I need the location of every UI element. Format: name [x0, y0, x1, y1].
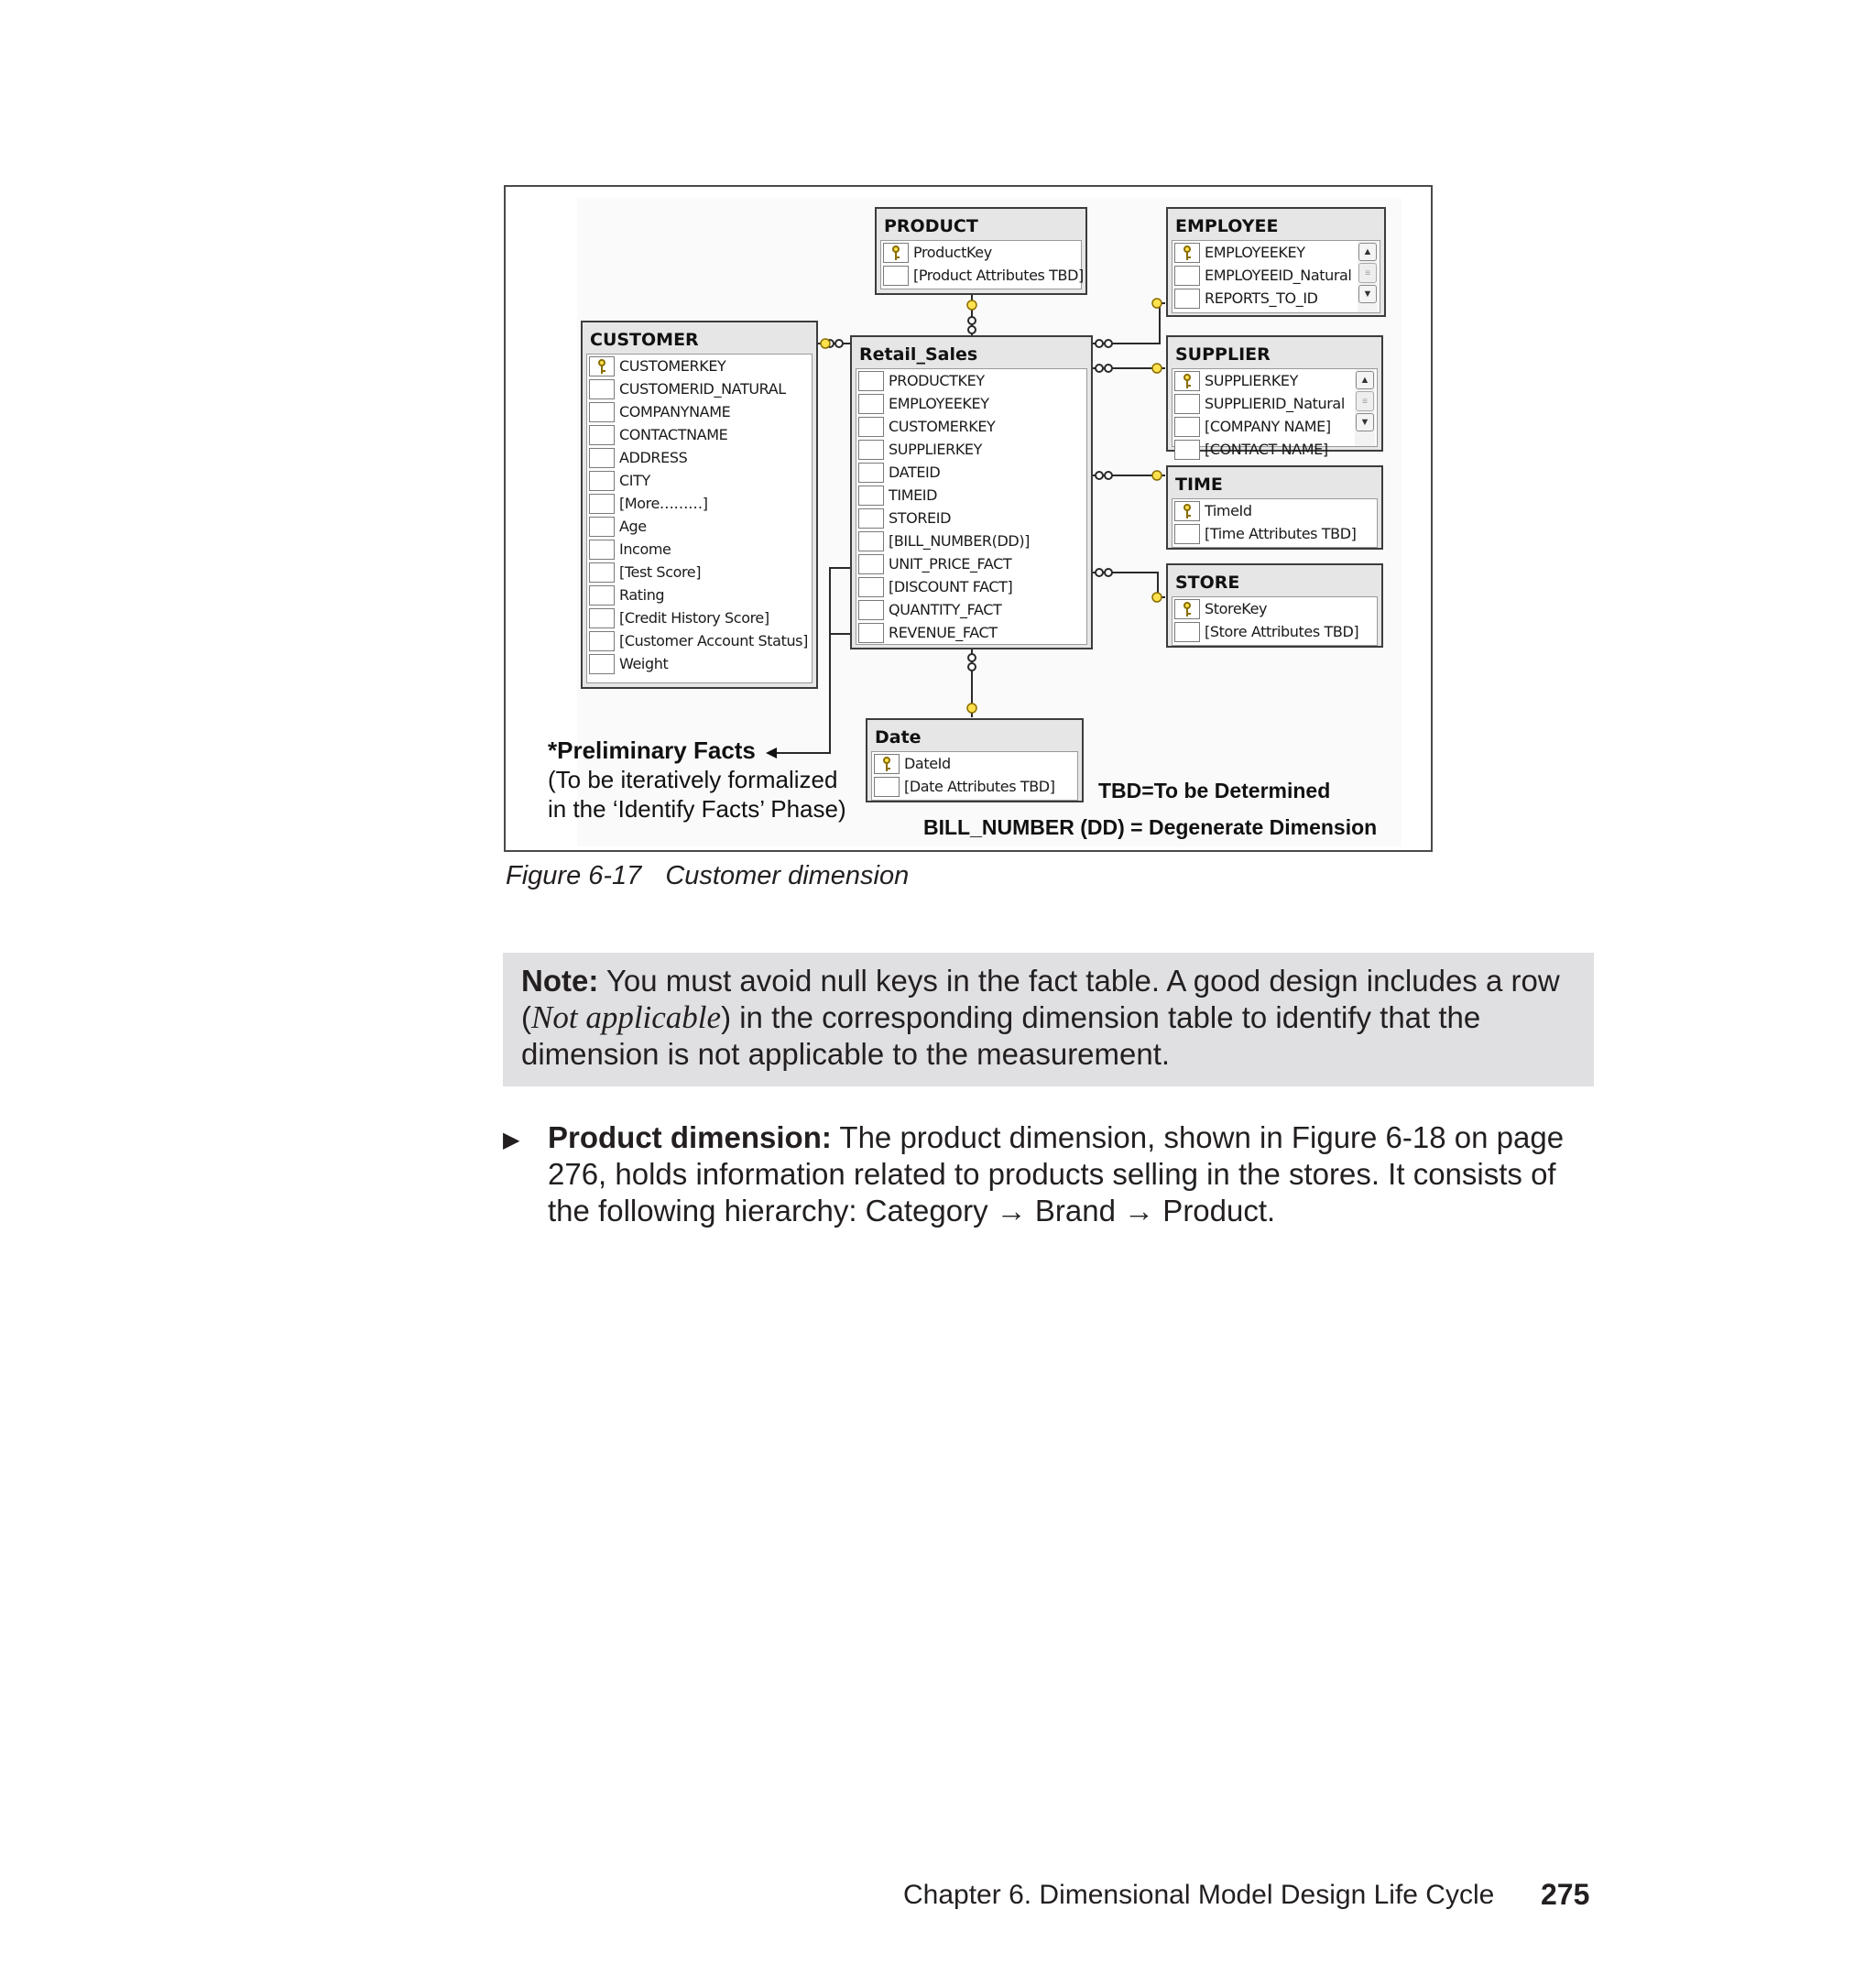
table-retail-sales	[850, 335, 1093, 649]
note-box	[503, 953, 1594, 1086]
table-title: TIME	[1175, 475, 1223, 495]
table-store	[1166, 563, 1383, 648]
table-customer	[581, 321, 818, 689]
table-row: EMPLOYEEKEY	[856, 392, 1086, 415]
table-row: SUPPLIERID_Natural	[1172, 392, 1377, 415]
table-time	[1166, 465, 1383, 550]
table-row: DateId	[872, 752, 1077, 775]
table-row: PRODUCTKEY	[856, 369, 1086, 392]
table-date	[866, 718, 1084, 802]
scroll-thumb[interactable]: ≡	[1358, 263, 1377, 283]
table-row: TIMEID	[856, 484, 1086, 507]
table-row: QUANTITY_FACT	[856, 598, 1086, 621]
key-icon	[597, 359, 606, 374]
table-row: Rating	[587, 584, 812, 606]
table-row: [More………]	[587, 492, 812, 515]
note-text: Note: You must avoid null keys in the fact table. A good design includes a row (Not applicable) in the corresponding dimension table to identify that the dimension is not applicable to the measurement.	[521, 964, 1560, 1071]
bullet-marker-icon: ▶	[503, 1128, 520, 1152]
scrollbar[interactable]	[1355, 369, 1375, 446]
table-row: SUPPLIERKEY	[1172, 369, 1377, 392]
table-row: EMPLOYEEID_Natural	[1172, 264, 1380, 287]
key-icon	[891, 246, 900, 260]
table-row: EMPLOYEEKEY	[1172, 241, 1380, 264]
caption-label: Figure 6-17	[506, 861, 642, 890]
table-title: PRODUCT	[884, 216, 978, 236]
table-row: UNIT_PRICE_FACT	[856, 552, 1086, 575]
table-row: CITY	[587, 469, 812, 492]
table-row: [Product Attributes TBD]	[881, 264, 1081, 287]
table-row: CUSTOMERID_NATURAL	[587, 377, 812, 400]
table-row: Weight	[587, 652, 812, 675]
table-row: CONTACTNAME	[587, 423, 812, 446]
table-row: [Test Score]	[587, 561, 812, 584]
key-icon	[1183, 374, 1192, 388]
table-product	[875, 207, 1087, 295]
table-row: StoreKey	[1172, 597, 1377, 620]
bullet-label: Product dimension:	[548, 1120, 832, 1154]
table-row: [Credit History Score]	[587, 606, 812, 629]
table-row: [Store Attributes TBD]	[1172, 620, 1377, 643]
scroll-down-icon[interactable]: ▼	[1356, 413, 1374, 431]
key-icon	[1183, 246, 1192, 260]
key-icon	[882, 757, 891, 771]
note-label: Note:	[521, 964, 599, 998]
table-row: COMPANYNAME	[587, 400, 812, 423]
footer-chapter: Chapter 6. Dimensional Model Design Life Cycle	[903, 1880, 1495, 1910]
scroll-up-icon[interactable]: ▲	[1356, 371, 1374, 389]
scroll-up-icon[interactable]: ▲	[1358, 243, 1377, 261]
table-title: STORE	[1175, 573, 1240, 593]
table-row: STOREID	[856, 507, 1086, 529]
page-number: 275	[1541, 1878, 1590, 1911]
table-title: CUSTOMER	[590, 330, 699, 350]
table-row: [CONTACT NAME]	[1172, 438, 1377, 461]
table-row: Income	[587, 538, 812, 561]
preliminary-facts-line2: in the ‘Identify Facts’ Phase)	[548, 795, 846, 823]
dd-legend: BILL_NUMBER (DD) = Degenerate Dimension	[923, 815, 1378, 839]
table-row: TimeId	[1172, 499, 1377, 522]
table-row: SUPPLIERKEY	[856, 438, 1086, 461]
figure-caption	[506, 861, 909, 891]
table-row: REVENUE_FACT	[856, 621, 1086, 644]
table-row: [Time Attributes TBD]	[1172, 522, 1377, 545]
table-row: Age	[587, 515, 812, 538]
table-row: REPORTS_TO_ID	[1172, 287, 1380, 310]
tbd-legend: TBD=To be Determined	[1098, 779, 1331, 802]
key-icon	[1183, 602, 1192, 617]
table-title: Retail_Sales	[859, 344, 978, 365]
table-employee	[1166, 207, 1386, 317]
table-row: [COMPANY NAME]	[1172, 415, 1377, 438]
table-row: [BILL_NUMBER(DD)]	[856, 529, 1086, 552]
preliminary-facts-line1: (To be iteratively formalized	[548, 766, 838, 793]
table-row: [DISCOUNT FACT]	[856, 575, 1086, 598]
key-icon	[1183, 504, 1192, 518]
table-row: CUSTOMERKEY	[587, 355, 812, 377]
table-row: CUSTOMERKEY	[856, 415, 1086, 438]
table-row: ADDRESS	[587, 446, 812, 469]
table-row: DATEID	[856, 461, 1086, 484]
scroll-thumb[interactable]: ≡	[1356, 391, 1374, 411]
scroll-down-icon[interactable]: ▼	[1358, 285, 1377, 303]
caption-text: Customer dimension	[665, 861, 910, 890]
table-supplier	[1166, 335, 1383, 458]
table-row: [Customer Account Status]	[587, 629, 812, 652]
table-title: SUPPLIER	[1175, 344, 1271, 365]
scrollbar[interactable]	[1358, 241, 1378, 312]
table-row: [Date Attributes TBD]	[872, 775, 1077, 798]
table-title: EMPLOYEE	[1175, 216, 1279, 236]
table-title: Date	[875, 727, 922, 747]
table-row: ProductKey	[881, 241, 1081, 264]
preliminary-facts-title: *Preliminary Facts	[548, 737, 756, 764]
bullet-paragraph: Product dimension: The product dimension, shown in Figure 6-18 on page 276, holds information related to products selling in the stores. It consists of the following hierarchy: Category → Brand → Product.	[548, 1120, 1565, 1228]
